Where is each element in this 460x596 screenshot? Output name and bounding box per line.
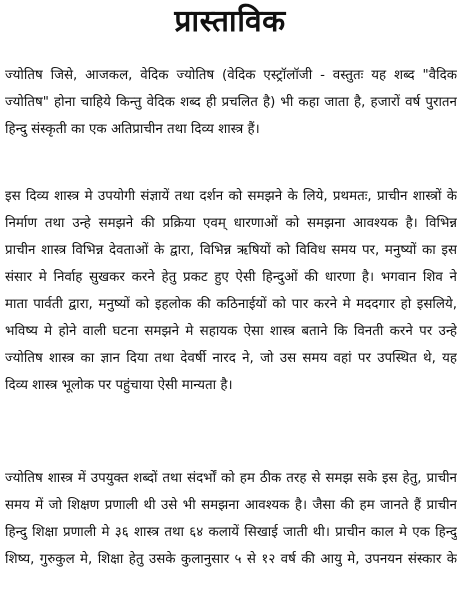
text-line: ज्योतिष जिसे, आजकल, वेदिक ज्योतिष (वेदिक एस्ट्रॉलॉजी - वस्तुतः यह शब्द "वैदिक (5, 68, 457, 83)
text-line: हिन्दु संस्कृती का एक अतिप्राचीन तथा दिव्य शास्त्र हैं। (5, 122, 260, 137)
text-line: दिव्य शास्त्र भूलोक पर पहुंचाया ऐसी मान्यता है। (5, 378, 233, 393)
paragraph-2 (5, 183, 457, 399)
page-title: प्रास्ताविक (174, 4, 286, 39)
paragraph-3 (5, 465, 457, 573)
text-line: भविष्य मे होने वाली घटना समझने मे सहायक ऐसा शास्त्र बताने कि विनती करने पर उन्हे (5, 324, 457, 339)
text-line: संसार मे निर्वाह सुखकर करने हेतु प्रकट हुए ऐसी हिन्दुओं की धारणा है। भगवान शिव ने (5, 270, 457, 285)
text-line: ज्योतिष शास्त्र में उपयुक्त शब्दों तथा संदर्भों को हम ठीक तरह से समझ सके इस हेतु, प्राचीन (5, 471, 457, 486)
text-line: ज्योतिष" होना चाहिये किन्तु वेदिक शब्द ही प्रचलित है) भी कहा जाता है, हजारों वर्ष पुरातन (5, 95, 457, 110)
text-line: शिष्य, गुरुकुल मे, शिक्षा हेतु उसके कुलानुसार ५ से १२ वर्ष की आयु मे, उपनयन संस्कार के (5, 552, 457, 567)
text-line: माता पार्वती द्वारा, मनुष्यों को इहलोक की कठिनाईयों को पार करने मे मददगार हो इसलिये, (5, 297, 457, 312)
text-line: हिन्दु शिक्षा प्रणाली मे ३६ शास्त्र तथा ६४ कलायें सिखाई जाती थी। प्राचीन काल मे एक हिन्दु (5, 525, 457, 540)
paragraph-1 (5, 62, 457, 143)
text-line: निर्माण तथा उन्हे समझने की प्रक्रिया एवम् धारणाओं को समझना आवश्यक है। विभिन्न (5, 216, 457, 231)
text-line: इस दिव्य शास्त्र मे उपयोगी संज्ञायें तथा दर्शन को समझने के लिये, प्रथमतः, प्राचीन शास्त्रों के (5, 189, 457, 204)
text-line: ज्योतिष शास्त्र का ज्ञान दिया तथा देवर्षी नारद ने, जो उस समय वहां पर उपस्थित थे, यह (5, 351, 457, 366)
text-line: समय में जो शिक्षण प्रणाली थी उसे भी समझना आवश्यक है। जैसा की हम जानते हैं प्राचीन (5, 498, 457, 513)
text-line: प्राचीन शास्त्र विभिन्न देवताओं के द्वारा, विभिन्न ऋषियों को विविध समय पर, मनुष्यों का इस (5, 243, 457, 258)
